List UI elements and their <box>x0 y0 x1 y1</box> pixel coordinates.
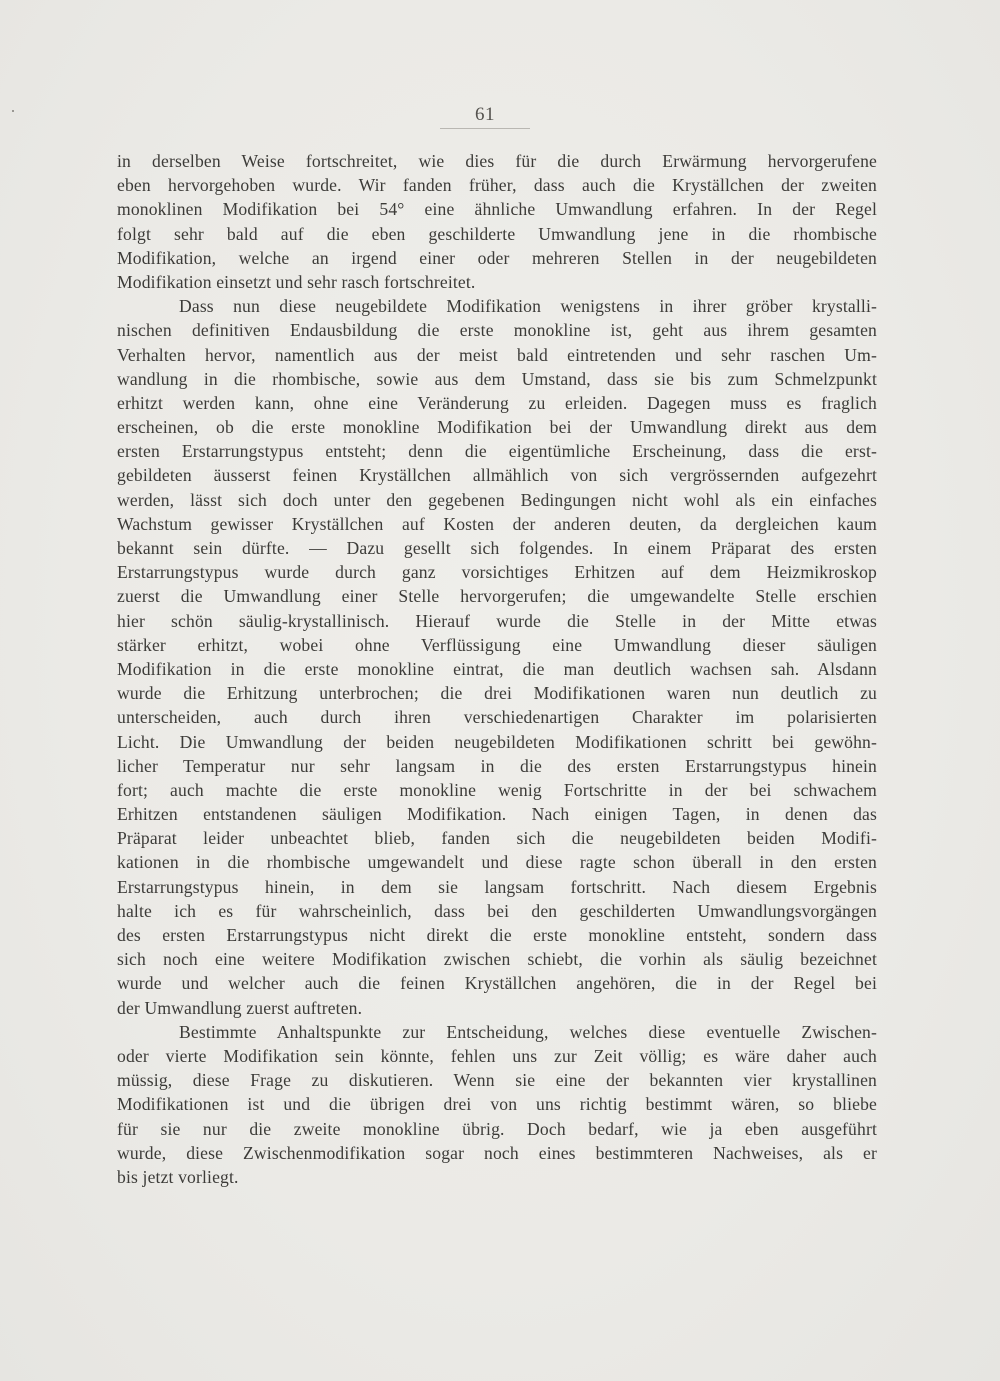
page-number-rule <box>440 128 530 129</box>
margin-mark <box>12 110 14 112</box>
page-number: 61 <box>475 104 495 125</box>
text-line: sich noch eine weitere Modifikation zwischen schiebt, die vorhin als säulig bezeichnet <box>117 949 877 970</box>
text-line: oder vierte Modifikation sein könnte, fehlen uns zur Zeit völlig; es wäre daher auch <box>117 1045 877 1066</box>
text-line: bekannt sein dürfte. — Dazu gesellt sich folgendes. In einem Präparat des ersten <box>117 538 877 558</box>
text-line: erscheinen, ob die erste monokline Modifikation bei der Umwandlung direkt aus dem <box>117 417 877 438</box>
text-line: Modifikation in die erste monokline eintrat, die man deutlich wachsen sah. Alsdann <box>117 658 877 679</box>
text-line: Licht. Die Umwandlung der beiden neugebildeten Modifikationen schritt bei gewöhn- <box>117 731 877 752</box>
text-line: in derselben Weise fortschreitet, wie dies für die durch Erwärmung hervorgerufene <box>117 151 877 171</box>
text-line: wurde die Erhitzung unterbrochen; die drei Modifikationen waren nun deutlich zu <box>117 683 877 704</box>
text-line: halte ich es für wahrscheinlich, dass bei den geschilderten Umwandlungsvorgängen <box>117 900 877 921</box>
text-line: ersten Erstarrungstypus entsteht; denn die eigentümliche Erscheinung, dass die erst- <box>117 441 877 462</box>
text-line: stärker erhitzt, wobei ohne Verflüssigung eine Umwandlung dieser säuligen <box>117 634 877 655</box>
text-line: Dass nun diese neugebildete Modifikation wenigstens in ihrer gröber krystalli- <box>179 296 877 317</box>
paragraph <box>117 149 877 294</box>
text-line: unterscheiden, auch durch ihren verschiedenartigen Charakter im polarisierten <box>117 707 877 728</box>
text-line: müssig, diese Frage zu diskutieren. Wenn sie eine der bekannten vier krystallinen <box>117 1070 877 1091</box>
paragraph <box>117 1020 877 1189</box>
text-line: kationen in die rhombische umgewandelt und diese ragte schon überall in den ersten <box>117 852 877 873</box>
text-line: gebildeten äusserst feinen Kryställchen allmählich von sich vergrössernden aufgezehrt <box>117 465 877 486</box>
text-line: Erstarrungstypus hinein, in dem sie langsam fortschritt. Nach diesem Ergebnis <box>117 876 877 897</box>
text-line: Verhalten hervor, namentlich aus der meist bald eintretenden und sehr raschen Um- <box>117 344 877 365</box>
body-text <box>117 149 877 1189</box>
text-line: Modifikation, welche an irgend einer oder mehreren Stellen in der neugebildeten <box>117 247 877 268</box>
text-line: eben hervorgehoben wurde. Wir fanden früher, dass auch die Kryställchen der zweiten <box>117 175 877 196</box>
text-line: Erstarrungstypus wurde durch ganz vorsichtiges Erhitzen auf dem Heizmikroskop <box>117 562 877 583</box>
text-line: zuerst die Umwandlung einer Stelle hervorgerufen; die umgewandelte Stelle erschien <box>117 586 877 607</box>
text-line: Modifikationen ist und die übrigen drei von uns richtig bestimmt wären, so bliebe <box>117 1094 877 1115</box>
text-line: des ersten Erstarrungstypus nicht direkt die erste monokline entsteht, sondern dass <box>117 925 877 945</box>
text-line: licher Temperatur nur sehr langsam in die des ersten Erstarrungstypus hinein <box>117 755 877 776</box>
text-line: wurde und welcher auch die feinen Kryställchen angehören, die in der Regel bei <box>117 973 877 994</box>
text-line: der Umwandlung zuerst auftreten. <box>117 997 363 1018</box>
text-line: wandlung in die rhombische, sowie aus dem Umstand, dass sie bis zum Schmelzpunkt <box>117 368 877 389</box>
text-line: nischen definitiven Endausbildung die erste monokline ist, geht aus ihrem gesamten <box>117 320 877 341</box>
text-line: erhitzt werden kann, ohne eine Veränderung zu erleiden. Dagegen muss es fraglich <box>117 392 877 413</box>
text-line: Präparat leider unbeachtet blieb, fanden sich die neugebildeten beiden Modifi- <box>117 828 877 849</box>
text-line: Bestimmte Anhaltspunkte zur Entscheidung, welches diese eventuelle Zwischen- <box>179 1021 877 1042</box>
text-line: monoklinen Modifikation bei 54° eine ähnliche Umwandlung erfahren. In der Regel <box>117 199 877 220</box>
text-line: Modifikation einsetzt und sehr rasch fortschreitet. <box>117 271 476 292</box>
text-line: Wachstum gewisser Kryställchen auf Kosten der anderen deuten, da dergleichen kaum <box>117 513 877 534</box>
text-line: bis jetzt vorliegt. <box>117 1166 239 1187</box>
text-line: Erhitzen entstandenen säuligen Modifikation. Nach einigen Tagen, in denen das <box>117 804 877 825</box>
text-line: fort; auch machte die erste monokline wenig Fortschritte in der bei schwachem <box>117 779 877 800</box>
text-line: folgt sehr bald auf die eben geschilderte Umwandlung jene in die rhombische <box>117 223 877 244</box>
text-line: hier schön säulig-krystallinisch. Hierauf wurde die Stelle in der Mitte etwas <box>117 610 877 631</box>
text-line: werden, lässt sich doch unter den gegebenen Bedingungen nicht wohl als ein einfaches <box>117 489 877 510</box>
paragraph <box>117 294 877 1020</box>
text-line: für sie nur die zweite monokline übrig. Doch bedarf, wie ja eben ausgeführt <box>117 1118 877 1139</box>
text-line: wurde, diese Zwischenmodifikation sogar noch eines bestimmteren Nachweises, als er <box>117 1142 877 1163</box>
